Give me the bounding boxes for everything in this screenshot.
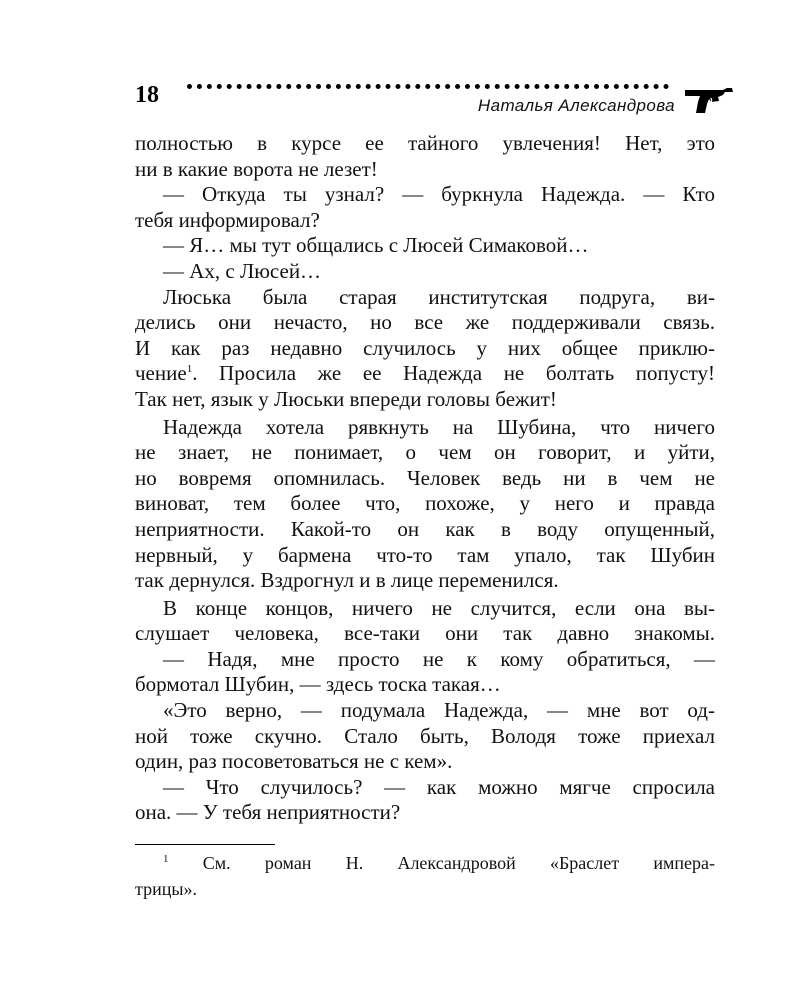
revolver-icon [683,86,735,114]
paragraph [135,415,715,594]
footnote-number: 1 [163,853,169,865]
text-fragment: чение [135,361,187,386]
paragraph [135,259,715,285]
text-line: И как раз недавно случилось у них общее приклю- [135,335,715,360]
text-line: Люська была старая институтская подруга, ви- [163,284,715,309]
text-line: делись они нечасто, но все же поддерживали связь. [135,310,715,335]
text-line: не знает, не понимает, о чем он говорит, и уйти, [135,440,715,465]
paragraph [135,596,715,647]
text-line: бормотал Шубин, — здесь тоска такая… [135,672,501,697]
text-line: полностью в курсе ее тайного увлечения! Нет, это [135,131,715,155]
text-line: тебя информировал? [135,207,320,232]
paragraph [135,698,715,775]
text-line: она. — У тебя неприятности? [135,800,401,825]
paragraph [135,775,715,826]
text-line: — Откуда ты узнал? — буркнула Надежда. — Кто [163,182,715,207]
text-line: виноват, тем более что, похоже, у него и правда [135,491,715,516]
footnote-separator [135,844,275,845]
text-line: один, раз посоветоваться не с кем». [135,749,453,774]
text-line: так дернулся. Вздрогнул и в лице переменился. [135,568,559,593]
text-line: нервный, у бармена что-то там упало, так Шубин [135,542,715,567]
text-line: — Я… мы тут общались с Люсей Симаковой… [163,233,589,258]
dotted-leader [187,84,669,89]
footnote-line [135,851,715,877]
text-line: В конце концов, ничего не случится, если она вы- [163,595,715,620]
paragraph [135,233,715,259]
paragraph [135,182,715,233]
text-line: Надежда хотела рявкнуть на Шубина, что ничего [163,414,715,439]
footnote-reference-line [135,361,715,387]
text-line: ной тоже скучно. Стало быть, Володя тоже приехал [135,723,715,748]
text-line: неприятности. Какой-то он как в воду опущенный, [135,516,715,541]
author-name: Наталья Александрова [477,96,675,115]
text-line: ни в какие ворота не лезет! [135,156,378,181]
text-line: слушает человека, все-таки они так давно знакомы. [135,621,715,646]
footnote-text: См. роман Н. Александровой «Браслет импера- [202,853,715,873]
page-number: 18 [135,82,159,108]
running-header [135,80,735,120]
text-line: — Что случилось? — как можно мягче спросила [163,774,715,799]
text-fragment: . Просила же ее Надежда не болтать попусту! [192,361,715,386]
paragraph [135,285,715,413]
footnote-line: трицы». [135,878,197,899]
main-text [135,131,715,826]
text-line: «Это верно, — подумала Надежда, — мне вот од- [163,698,715,723]
footnote [135,851,715,902]
text-line: Так нет, язык у Люськи впереди головы бежит! [135,386,557,411]
paragraph [135,647,715,698]
paragraph [135,131,715,182]
text-line: но вовремя опомнилась. Человек ведь ни в чем не [135,465,715,490]
text-line: — Ах, с Люсей… [163,258,322,283]
text-line: — Надя, мне просто не к кому обратиться, — [163,646,715,671]
footnote-marker: 1 [186,363,193,376]
